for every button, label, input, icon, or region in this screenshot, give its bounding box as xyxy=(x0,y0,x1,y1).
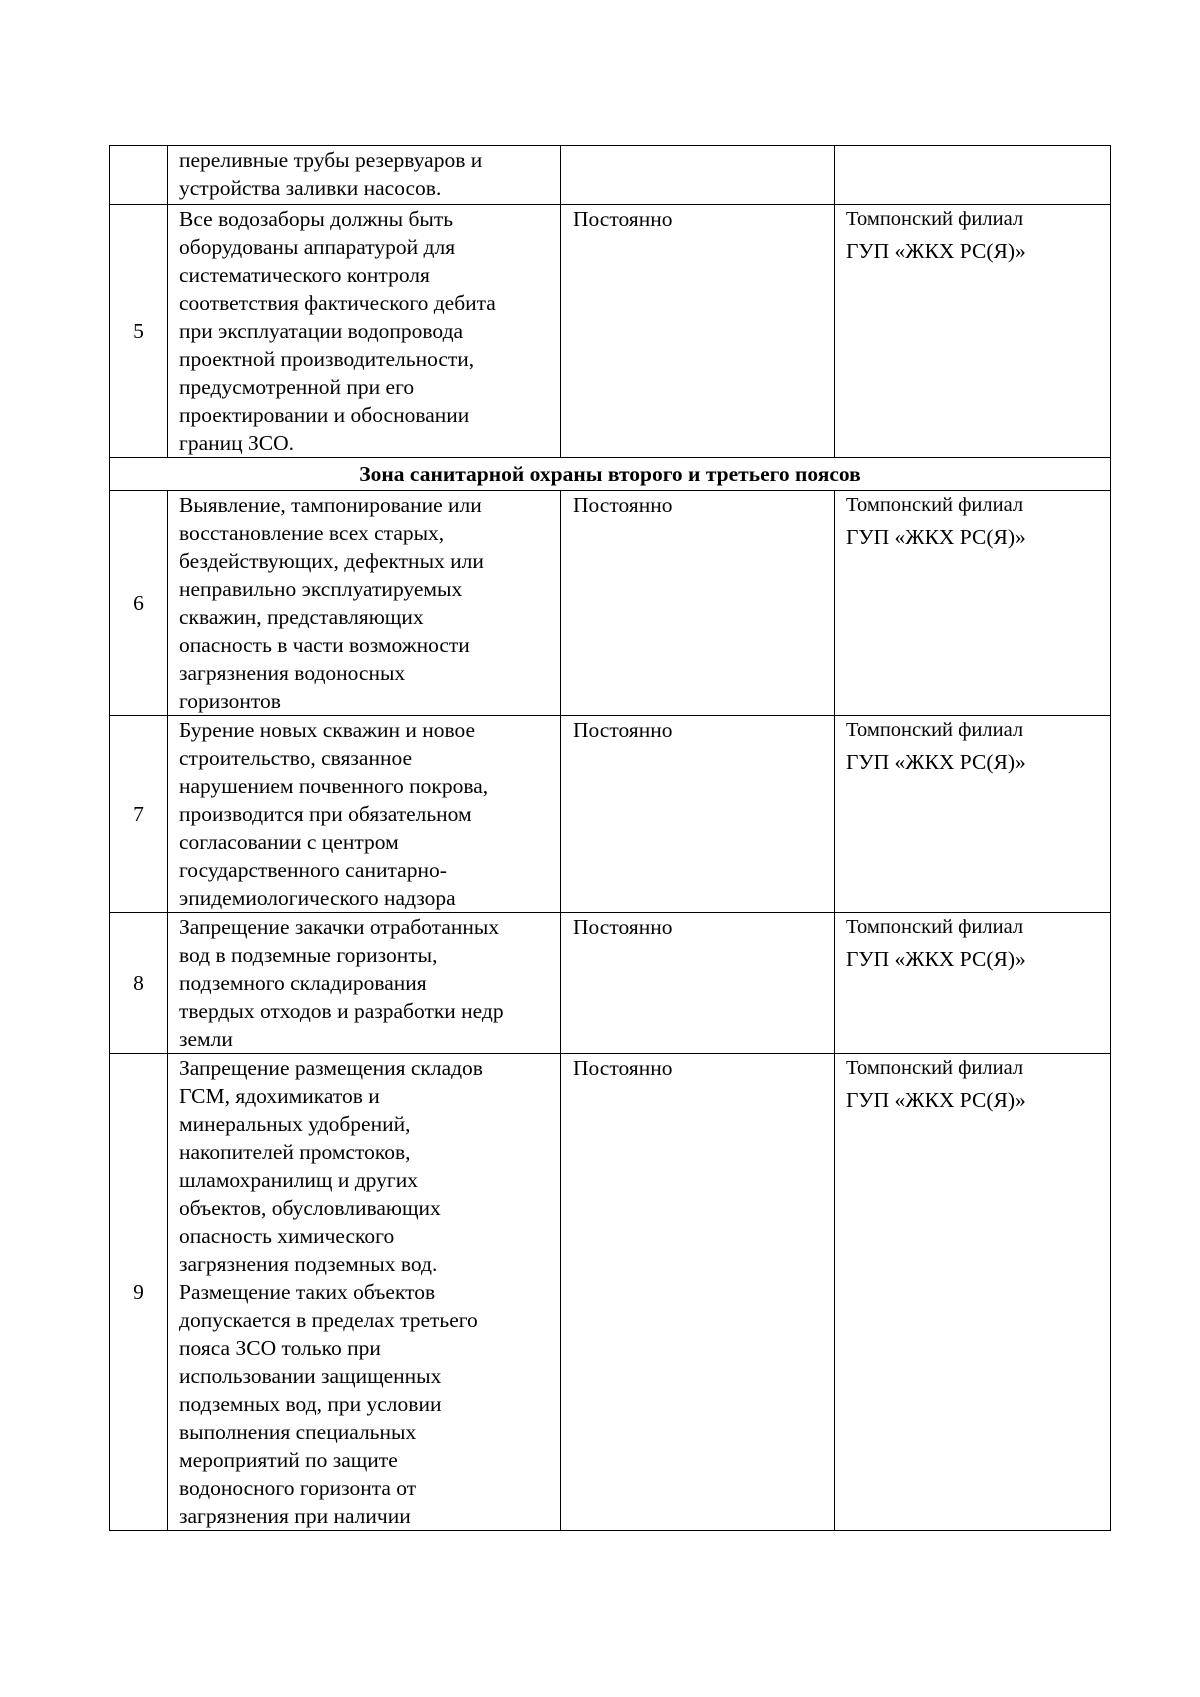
row-number xyxy=(110,146,168,205)
measure-responsible xyxy=(835,913,1111,1054)
responsible-org: ГУП «ЖКХ РС(Я)» xyxy=(846,525,1026,549)
measure-period: Постоянно xyxy=(561,1054,835,1531)
responsible-branch: Томпонский филиал xyxy=(846,208,1024,230)
responsible-branch: Томпонский филиал xyxy=(846,916,1024,938)
table-row xyxy=(110,716,1111,913)
measure-period: Постоянно xyxy=(561,716,835,913)
table-row xyxy=(110,1054,1111,1531)
measure-period: Постоянно xyxy=(561,491,835,716)
row-number: 6 xyxy=(110,491,168,716)
responsible-org: ГУП «ЖКХ РС(Я)» xyxy=(846,947,1026,971)
table-row xyxy=(110,491,1111,716)
responsible-branch: Томпонский филиал xyxy=(846,719,1024,741)
measure-period: Постоянно xyxy=(561,205,835,458)
measure-description: Все водозаборы должны быть оборудованы аппаратурой для систематического контроля соответствия фактического дебита при эксплуатации водопровода проектной производительности, предусмотренной при его проектировании и обосновании границ ЗСО. xyxy=(168,205,561,458)
responsible-branch: Томпонский филиал xyxy=(846,494,1024,516)
measure-responsible xyxy=(835,491,1111,716)
measure-responsible xyxy=(835,146,1111,205)
table-row xyxy=(110,205,1111,458)
measure-period xyxy=(561,146,835,205)
measure-responsible xyxy=(835,205,1111,458)
responsible-org: ГУП «ЖКХ РС(Я)» xyxy=(846,750,1026,774)
section-title: Зона санитарной охраны второго и третьего поясов xyxy=(110,458,1111,491)
measure-responsible xyxy=(835,1054,1111,1531)
table-row xyxy=(110,146,1111,205)
measure-description: переливные трубы резервуаров и устройства заливки насосов. xyxy=(168,146,561,205)
measure-description: Бурение новых скважин и новое строительство, связанное нарушением почвенного покрова, производится при обязательном согласовании с центром государственного санитарно- эпидемиологического надзора xyxy=(168,716,561,913)
table-row xyxy=(110,913,1111,1054)
responsible-branch: Томпонский филиал xyxy=(846,1057,1024,1079)
measure-description: Выявление, тампонирование или восстановление всех старых, бездействующих, дефектных или неправильно эксплуатируемых скважин, представляющих опасность в части возможности загрязнения водоносных горизонтов xyxy=(168,491,561,716)
measure-period: Постоянно xyxy=(561,913,835,1054)
measure-description: Запрещение закачки отработанных вод в подземные горизонты, подземного складирования твердых отходов и разработки недр земли xyxy=(168,913,561,1054)
measures-table xyxy=(109,145,1111,1531)
responsible-org: ГУП «ЖКХ РС(Я)» xyxy=(846,239,1026,263)
row-number: 9 xyxy=(110,1054,168,1531)
row-number: 7 xyxy=(110,716,168,913)
responsible-org: ГУП «ЖКХ РС(Я)» xyxy=(846,1088,1026,1112)
row-number: 5 xyxy=(110,205,168,458)
measure-responsible xyxy=(835,716,1111,913)
row-number: 8 xyxy=(110,913,168,1054)
measure-description: Запрещение размещения складов ГСМ, ядохимикатов и минеральных удобрений, накопителей промстоков, шламохранилищ и других объектов, обусловливающих опасность химического загрязнения подземных вод. Размещение таких объектов допускается в пределах третьего пояса ЗСО только при использовании защищенных подземных вод, при условии выполнения специальных мероприятий по защите водоносного горизонта от загрязнения при наличии xyxy=(168,1054,561,1531)
section-row xyxy=(110,458,1111,491)
